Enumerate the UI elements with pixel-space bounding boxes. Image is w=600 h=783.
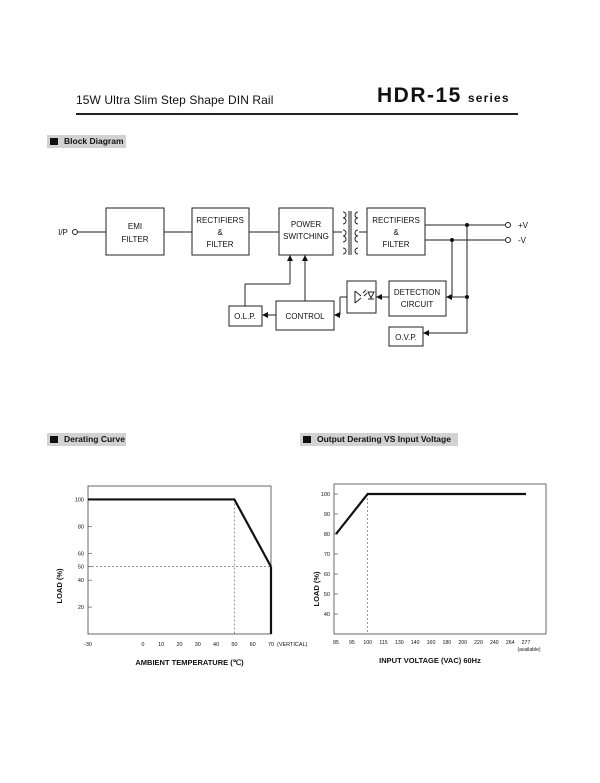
y-tick-label: 80: [323, 532, 330, 538]
power-label-2: SWITCHING: [283, 232, 329, 241]
x-tick-label: 30: [194, 642, 201, 648]
page-subtitle: 15W Ultra Slim Step Shape DIN Rail: [76, 93, 274, 107]
output-positive-label: +V: [518, 221, 529, 230]
plot-frame: [334, 484, 546, 634]
input-terminal-icon: [73, 230, 78, 235]
emi-label-1: EMI: [127, 222, 143, 231]
emi-label-2: FILTER: [121, 235, 149, 244]
y-tick-label: 90: [323, 512, 330, 518]
y-axis-label: LOAD (%): [55, 568, 64, 604]
y-tick-label: 70: [323, 552, 330, 558]
rect1-label-2: &: [217, 228, 223, 237]
rect2-label-1: RECTIFIERS: [372, 216, 420, 225]
x-tick-label: 40: [213, 642, 220, 648]
y-tick-label: 60: [323, 572, 330, 578]
x-tick-label: -30: [84, 642, 92, 648]
rect1-label-3: FILTER: [206, 240, 234, 249]
rect1-label-1: RECTIFIERS: [196, 216, 244, 225]
x-tick-label: 240: [490, 640, 499, 646]
control-label: CONTROL: [285, 312, 325, 321]
series-label: series: [467, 91, 510, 105]
y-tick-label: 80: [77, 524, 84, 531]
detection-label-2: CIRCUIT: [400, 300, 434, 309]
x-tick-label: 95: [348, 640, 355, 646]
output-derating-series-line: [336, 494, 526, 534]
emi-filter-box: [106, 208, 164, 255]
optocoupler-icon: [355, 290, 374, 303]
section-title: Output Derating VS Input Voltage: [317, 434, 451, 444]
detection-circuit-box: [389, 281, 446, 316]
rect2-label-2: &: [393, 228, 399, 237]
plot-frame: [88, 486, 271, 634]
x-tick-label: 20: [176, 642, 183, 648]
x-tick-label: 160: [426, 640, 436, 646]
x-tick-label: 220: [474, 640, 483, 646]
olp-label: O.L.P.: [234, 312, 256, 321]
model-name: HDR-15: [377, 84, 462, 107]
output-negative-label: -V: [518, 236, 526, 245]
power-label-1: POWER: [290, 220, 322, 229]
x-tick-label: 264: [505, 640, 515, 646]
section-title: Block Diagram: [64, 136, 124, 146]
detection-label-1: DETECTION: [393, 288, 441, 297]
x-tick-label: 180: [442, 640, 452, 646]
output-derating-chart: [300, 470, 560, 680]
derating-series-line: [88, 499, 271, 566]
output-positive-terminal-icon: [506, 223, 511, 228]
x-tick-label: 85: [333, 640, 339, 646]
output-negative-terminal-icon: [506, 238, 511, 243]
transformer-icon: [343, 211, 358, 255]
x-tick-label: 277: [521, 640, 531, 646]
x-tick-suffix: (VERTICAL): [277, 642, 308, 648]
x-tick-label: 115: [379, 640, 388, 646]
y-tick-label: 50: [323, 592, 330, 598]
x-tick-label: 70: [267, 642, 275, 648]
x-tick-label: 140: [410, 640, 420, 646]
x-axis-label: AMBIENT TEMPERATURE (℃): [135, 658, 244, 667]
x-tick-label: 0: [141, 642, 145, 648]
x-axis-label: INPUT VOLTAGE (VAC) 60Hz: [379, 656, 481, 665]
y-tick-label: 100: [320, 492, 330, 498]
y-tick-label: 40: [323, 612, 330, 618]
derating-curve-chart: [40, 470, 310, 680]
x-tick-label: 200: [458, 640, 467, 646]
rect2-label-3: FILTER: [382, 240, 410, 249]
x-tick-label: 10: [158, 642, 165, 648]
y-tick-label: 50: [77, 564, 84, 571]
input-label: I/P: [58, 228, 68, 237]
x-tick-label: 50: [231, 642, 238, 648]
section-title: Derating Curve: [64, 434, 125, 444]
y-axis-label: LOAD (%): [312, 571, 321, 607]
ovp-label: O.V.P.: [395, 333, 417, 342]
y-tick-label: 60: [77, 551, 84, 558]
x-tick-note: (available): [517, 647, 541, 653]
y-tick-label: 100: [74, 497, 84, 504]
y-tick-label: 20: [77, 605, 84, 612]
x-tick-label: 60: [249, 642, 256, 648]
x-tick-label: 130: [395, 640, 404, 646]
y-tick-label: 40: [77, 578, 84, 585]
x-tick-label: 100: [363, 640, 372, 646]
